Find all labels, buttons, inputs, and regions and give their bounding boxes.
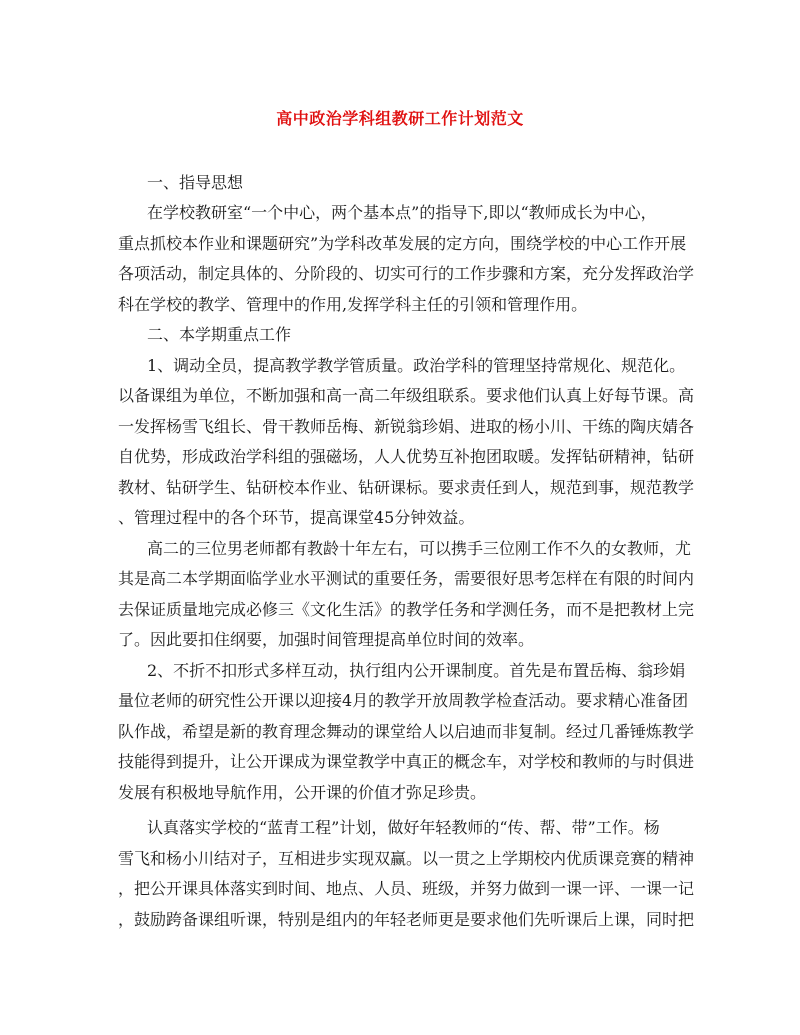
paragraph-line: 了。因此要扣住纲要，加强时间管理提高单位时间的效率。 xyxy=(118,630,535,649)
paragraph-line: 自优势，形成政治学科组的强磁场，人人优势互补抱团取暖。发挥钻研精神，钻研 xyxy=(118,447,695,466)
document-title: 高中政治学科组教研工作计划范文 xyxy=(276,109,524,128)
paragraph-line: 、管理过程中的各个环节，提高课堂45分钟效益。 xyxy=(118,508,475,527)
paragraph-line: 发展有积极地导航作用，公开课的价值才弥足珍贵。 xyxy=(118,783,487,802)
paragraph-line: 科在学校的教学、管理中的作用,发挥学科主任的引领和管理作用。 xyxy=(118,295,588,314)
paragraph-line: 重点抓校本作业和课题研究”为学科改革发展的定方向，围绕学校的中心工作开展 xyxy=(118,234,687,253)
paragraph-line: 1、调动全员，提高教学教学管质量。政治学科的管理坚持常规化、规范化。 xyxy=(147,356,686,375)
paragraph-line: 量位老师的研究性公开课以迎接4月的教学开放周教学检查活动。要求精心准备团 xyxy=(118,691,689,710)
paragraph-line: 队作战，希望是新的教育理念舞动的课堂给人以启迪而非复制。经过几番锤炼教学 xyxy=(118,722,695,741)
paragraph-line: 以备课组为单位，不断加强和高一高二年级组联系。要求他们认真上好每节课。高 xyxy=(118,386,695,405)
paragraph-line: 各项活动，制定具体的、分阶段的、切实可行的工作步骤和方案，充分发挥政治学 xyxy=(118,264,695,283)
paragraph-line: 教材、钻研学生、钻研校本作业、钻研课标。要求责任到人，规范到事，规范教学 xyxy=(118,478,695,497)
paragraph-line: 高二的三位男老师都有教龄十年左右，可以携手三位刚工作不久的女教师，尤 xyxy=(147,539,692,558)
paragraph-line: 2、不折不扣形式多样互动，执行组内公开课制度。首先是布置岳梅、翁珍娟 xyxy=(147,661,686,680)
paragraph-line: ，鼓励跨备课组听课，特别是组内的年轻老师更是要求他们先听课后上课，同时把 xyxy=(118,910,695,929)
paragraph-line: 雪飞和杨小川结对子，互相进步实现双赢。以一贯之上学期校内优质课竞赛的精神 xyxy=(118,849,695,868)
paragraph-line: 去保证质量地完成必修三《文化生活》的教学任务和学测任务，而不是把教材上完 xyxy=(118,600,695,619)
heading-guiding-ideology: 一、指导思想 xyxy=(147,173,244,192)
paragraph-line: 技能得到提升，让公开课成为课堂教学中真正的概念车，对学校和教师的与时俱进 xyxy=(118,752,695,771)
paragraph-line: ，把公开课具体落实到时间、地点、人员、班级，并努力做到一课一评、一课一记 xyxy=(118,879,695,898)
paragraph-line: 在学校教研室“一个中心，两个基本点”的指导下,即以“教师成长为中心， xyxy=(147,203,657,222)
paragraph-line: 认真落实学校的“蓝青工程”计划，做好年轻教师的“传、帮、带”工作。杨 xyxy=(147,818,660,837)
paragraph-line: 其是高二本学期面临学业水平测试的重要任务，需要很好思考怎样在有限的时间内 xyxy=(118,569,695,588)
paragraph-line: 一发挥杨雪飞组长、骨干教师岳梅、新锐翁珍娟、进取的杨小川、干练的陶庆婧各 xyxy=(118,417,695,436)
heading-key-work: 二、本学期重点工作 xyxy=(147,325,292,344)
